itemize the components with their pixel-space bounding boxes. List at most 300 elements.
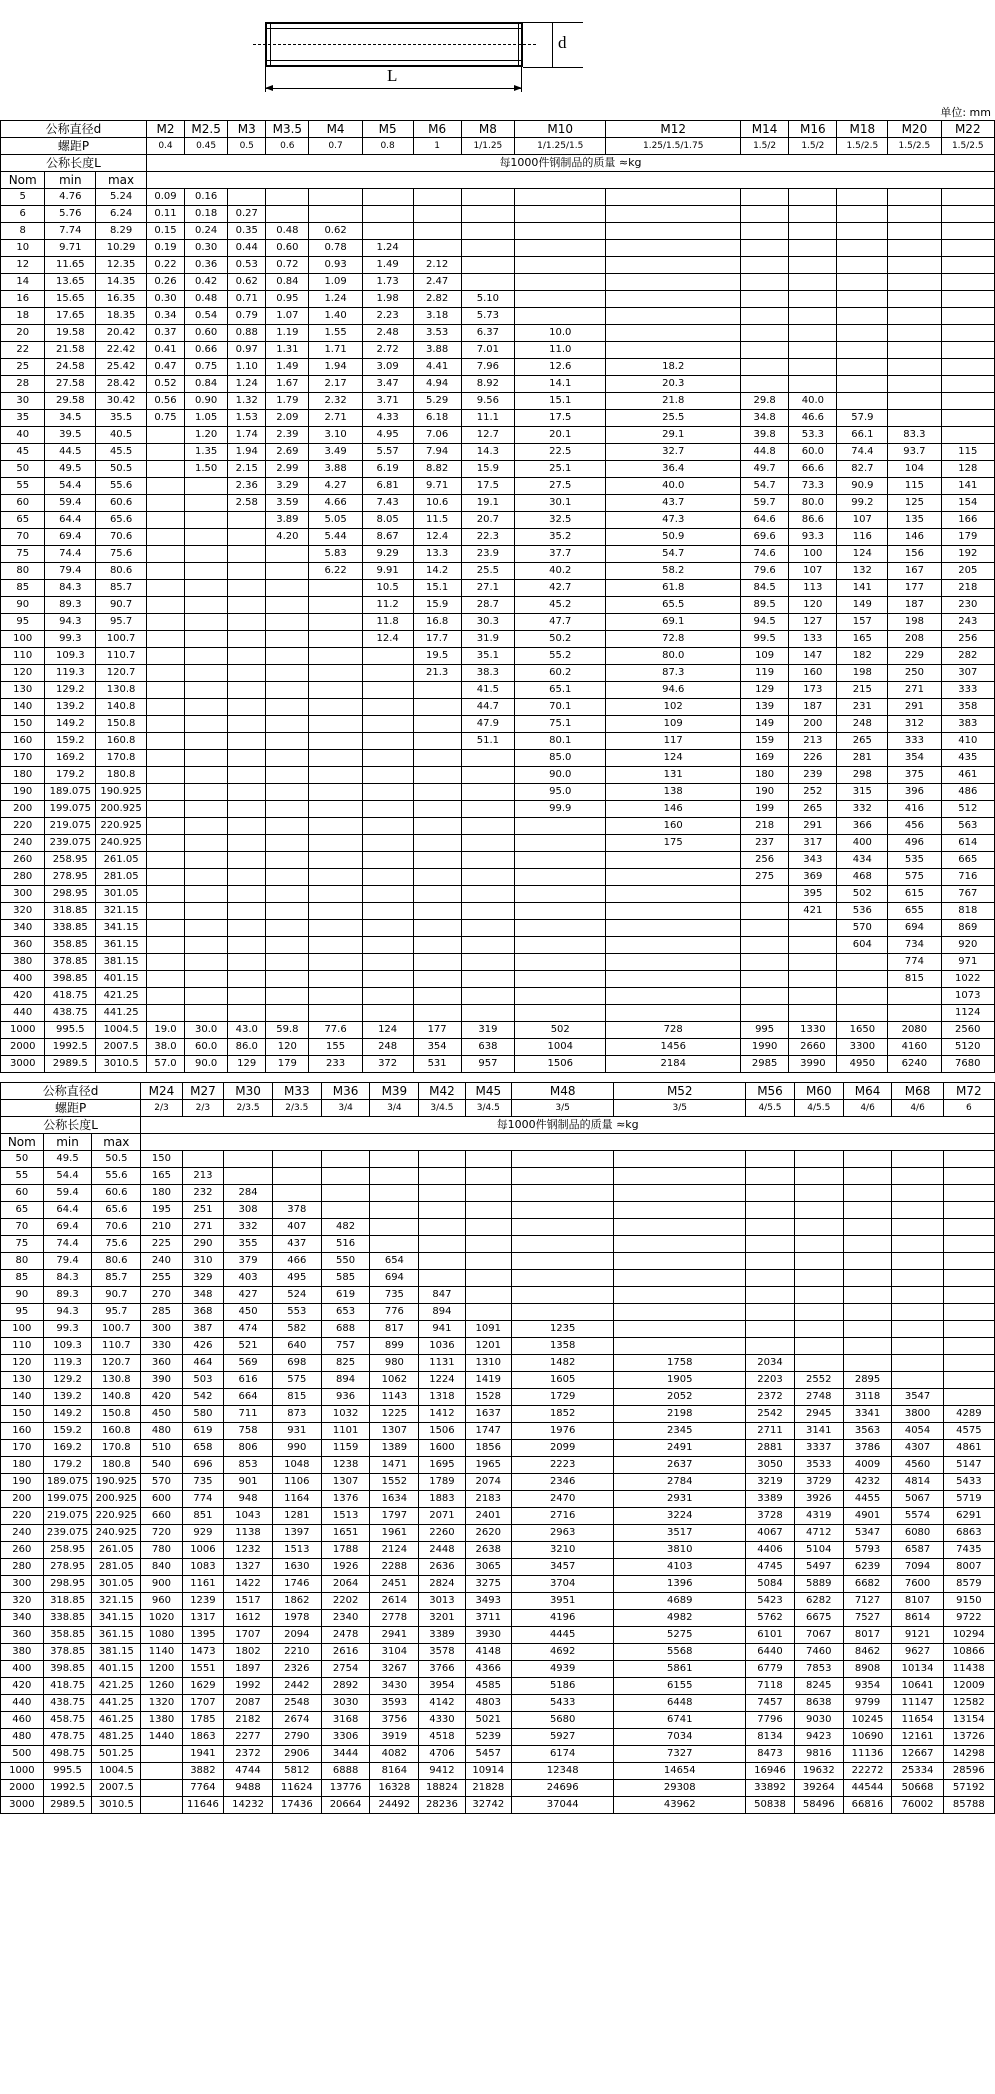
mass-cell: 6863 [943, 1525, 994, 1542]
diameter-header-m14: M14 [741, 121, 789, 138]
mass-cell: 169 [741, 750, 789, 767]
mass-cell-empty [606, 291, 741, 308]
mass-cell: 0.15 [146, 223, 184, 240]
mass-cell: 619 [321, 1287, 370, 1304]
length-min: 398.85 [43, 1661, 92, 1678]
table-row [1, 971, 995, 988]
mass-cell-empty [606, 1005, 741, 1022]
mass-cell: 107 [789, 563, 837, 580]
mass-cell: 474 [224, 1321, 273, 1338]
length-nom: 22 [1, 342, 45, 359]
mass-cell: 1.35 [185, 444, 228, 461]
mass-cell-empty [837, 342, 888, 359]
mass-cell: 1330 [789, 1022, 837, 1039]
length-nom: 90 [1, 597, 45, 614]
length-min: 338.85 [45, 920, 96, 937]
mass-cell-empty [185, 699, 228, 716]
mass-cell-empty [146, 580, 184, 597]
mass-cell-empty [266, 971, 309, 988]
mass-cell: 19.5 [413, 648, 461, 665]
mass-cell-empty [228, 818, 266, 835]
mass-cell-empty [146, 512, 184, 529]
mass-cell-empty [888, 308, 941, 325]
mass-cell: 177 [888, 580, 941, 597]
mass-cell: 6888 [321, 1763, 370, 1780]
diameter-header-m68: M68 [892, 1083, 943, 1100]
mass-cell: 141 [837, 580, 888, 597]
mass-cell-empty [461, 206, 514, 223]
mass-cell: 1318 [419, 1389, 465, 1406]
mass-cell: 1239 [182, 1593, 223, 1610]
mass-cell-empty [892, 1270, 943, 1287]
mass-cell: 7.96 [461, 359, 514, 376]
mass-cell-empty [606, 937, 741, 954]
mass-cell: 1.24 [309, 291, 362, 308]
length-min: 318.85 [45, 903, 96, 920]
mass-cell: 7034 [614, 1729, 746, 1746]
mass-cell-empty [465, 1253, 511, 1270]
mass-cell-empty [228, 920, 266, 937]
mass-cell-empty [362, 971, 413, 988]
mass-cell: 124 [837, 546, 888, 563]
mass-cell-empty [789, 240, 837, 257]
length-min: 89.3 [43, 1287, 92, 1304]
mass-cell-empty [606, 903, 741, 920]
mass-cell-empty [146, 529, 184, 546]
mass-cell: 198 [837, 665, 888, 682]
length-max: 85.7 [92, 1270, 141, 1287]
mass-cell: 5.10 [461, 291, 514, 308]
mass-cell: 150 [141, 1151, 182, 1168]
mass-cell: 9.29 [362, 546, 413, 563]
mass-cell: 1978 [272, 1610, 321, 1627]
mass-cell: 7118 [746, 1678, 795, 1695]
diameter-header-m16: M16 [789, 121, 837, 138]
mass-cell: 2372 [746, 1389, 795, 1406]
mass-cell-empty [943, 1372, 994, 1389]
mass-cell: 2716 [511, 1508, 613, 1525]
mass-cell-empty [837, 257, 888, 274]
mass-cell-empty [185, 801, 228, 818]
mass-cell: 616 [224, 1372, 273, 1389]
diameter-header-m60: M60 [794, 1083, 843, 1100]
length-max: 65.6 [96, 512, 147, 529]
mass-cell-empty [794, 1338, 843, 1355]
mass-cell-empty [614, 1270, 746, 1287]
length-min: 318.85 [43, 1593, 92, 1610]
mass-cell-empty [888, 393, 941, 410]
length-nom: 340 [1, 1610, 44, 1627]
mass-cell-empty [515, 903, 606, 920]
mass-cell: 1926 [321, 1559, 370, 1576]
mass-cell: 5239 [465, 1729, 511, 1746]
table-row [1, 784, 995, 801]
mass-cell-empty [362, 920, 413, 937]
mass-cell-empty [515, 835, 606, 852]
mass-cell: 1159 [321, 1440, 370, 1457]
mass-cell-empty [321, 1151, 370, 1168]
mass-cell: 2560 [941, 1022, 994, 1039]
mass-cell: 59.8 [266, 1022, 309, 1039]
mass-cell: 5.44 [309, 529, 362, 546]
mass-cell-empty [741, 954, 789, 971]
mass-cell: 920 [941, 937, 994, 954]
table-row [1, 359, 995, 376]
mass-cell: 569 [224, 1355, 273, 1372]
mass-cell: 89.5 [741, 597, 789, 614]
mass-cell-empty [794, 1253, 843, 1270]
mass-cell: 99.2 [837, 495, 888, 512]
mass-cell: 4196 [511, 1610, 613, 1627]
table-row [1, 835, 995, 852]
mass-cell-empty [228, 750, 266, 767]
mass-cell: 119 [741, 665, 789, 682]
length-max: 10.29 [96, 240, 147, 257]
mass-cell: 5433 [511, 1695, 613, 1712]
mass-cell-empty [146, 546, 184, 563]
mass-cell-empty [228, 937, 266, 954]
mass-cell-empty [741, 206, 789, 223]
mass-cell: 461 [941, 767, 994, 784]
length-nom: 170 [1, 750, 45, 767]
length-min: 258.95 [43, 1542, 92, 1559]
mass-cell: 14654 [614, 1763, 746, 1780]
length-nom: 150 [1, 716, 45, 733]
mass-cell: 15.9 [461, 461, 514, 478]
mass-cell-empty [941, 240, 994, 257]
mass-cell: 2182 [224, 1712, 273, 1729]
mass-cell-empty [461, 223, 514, 240]
mass-cell: 43.0 [228, 1022, 266, 1039]
mass-cell-empty [419, 1253, 465, 1270]
mass-cell-empty [606, 206, 741, 223]
mass-cell: 6.18 [413, 410, 461, 427]
length-max: 441.25 [96, 1005, 147, 1022]
mass-cell: 146 [888, 529, 941, 546]
table-row [1, 546, 995, 563]
mass-cell: 524 [272, 1287, 321, 1304]
mass-cell: 815 [888, 971, 941, 988]
mass-cell: 80.1 [515, 733, 606, 750]
mass-cell: 149 [837, 597, 888, 614]
mass-cell-empty [741, 223, 789, 240]
mass-cell-empty [266, 886, 309, 903]
mass-cell: 3337 [794, 1440, 843, 1457]
mass-cell: 3704 [511, 1576, 613, 1593]
mass-cell-empty [789, 308, 837, 325]
mass-cell: 5927 [511, 1729, 613, 1746]
diameter-header-m64: M64 [843, 1083, 892, 1100]
mass-cell-empty [943, 1168, 994, 1185]
mass-cell: 6239 [843, 1559, 892, 1576]
table-row [1, 393, 995, 410]
mass-cell-empty [461, 750, 514, 767]
table-row [1, 1780, 995, 1797]
mass-cell: 226 [789, 750, 837, 767]
mass-cell: 5.29 [413, 393, 461, 410]
mass-cell-empty [789, 274, 837, 291]
mass-cell: 65.5 [606, 597, 741, 614]
length-min: 99.3 [45, 631, 96, 648]
mass-cell: 1395 [182, 1627, 223, 1644]
mass-cell: 2941 [370, 1627, 419, 1644]
mass-cell: 570 [141, 1474, 182, 1491]
mass-cell: 2637 [614, 1457, 746, 1474]
mass-cell: 2345 [614, 1423, 746, 1440]
mass-cell: 901 [224, 1474, 273, 1491]
unit-note: 单位: mm [940, 106, 991, 119]
pitch-value: 1/1.25 [461, 138, 514, 155]
mass-cell: 3.18 [413, 308, 461, 325]
table-row [1, 1542, 995, 1559]
length-max: 381.15 [96, 954, 147, 971]
mass-cell: 1797 [370, 1508, 419, 1525]
mass-cell: 2080 [888, 1022, 941, 1039]
mass-cell: 348 [182, 1287, 223, 1304]
length-nom: 280 [1, 869, 45, 886]
mass-cell-empty [419, 1270, 465, 1287]
mass-cell: 38.3 [461, 665, 514, 682]
mass-cell: 869 [941, 920, 994, 937]
mass-cell-empty [461, 801, 514, 818]
mass-cell-empty [892, 1202, 943, 1219]
length-min: 129.2 [45, 682, 96, 699]
mass-cell-empty [515, 274, 606, 291]
mass-cell: 421 [789, 903, 837, 920]
mass-cell: 19632 [794, 1763, 843, 1780]
table-row [1, 852, 995, 869]
mass-cell-empty [362, 189, 413, 206]
length-min: 149.2 [43, 1406, 92, 1423]
table-row [1, 954, 995, 971]
mass-cell: 1164 [272, 1491, 321, 1508]
mass-cell-empty [746, 1151, 795, 1168]
mass-cell-empty [362, 903, 413, 920]
mass-cell-empty [515, 886, 606, 903]
mass-cell: 4744 [224, 1763, 273, 1780]
mass-cell: 1612 [224, 1610, 273, 1627]
mass-cell: 19.0 [146, 1022, 184, 1039]
mass-cell: 0.84 [266, 274, 309, 291]
mass-cell: 82.7 [837, 461, 888, 478]
table-row [1, 1491, 995, 1508]
mass-cell-empty [606, 325, 741, 342]
mass-cell: 177 [413, 1022, 461, 1039]
mass-cell-empty [843, 1219, 892, 1236]
mass-cell: 282 [941, 648, 994, 665]
mass-cell-empty [746, 1168, 795, 1185]
mass-cell: 694 [370, 1270, 419, 1287]
mass-cell: 535 [888, 852, 941, 869]
diameter-label: d [558, 33, 567, 52]
mass-cell: 2881 [746, 1440, 795, 1457]
pitch-value: 1 [413, 138, 461, 155]
mass-cell: 5497 [794, 1559, 843, 1576]
length-nom: 40 [1, 427, 45, 444]
mass-cell: 1650 [837, 1022, 888, 1039]
mass-cell: 2183 [465, 1491, 511, 1508]
mass-cell: 2963 [511, 1525, 613, 1542]
mass-cell: 3.49 [309, 444, 362, 461]
mass-cell: 36.4 [606, 461, 741, 478]
mass-cell: 40.0 [789, 393, 837, 410]
mass-cell: 2.71 [309, 410, 362, 427]
length-nom: 55 [1, 1168, 44, 1185]
mass-cell: 2087 [224, 1695, 273, 1712]
mass-cell: 3882 [182, 1763, 223, 1780]
mass-cell-empty [266, 733, 309, 750]
length-nom: 60 [1, 1185, 44, 1202]
mass-cell-empty [943, 1355, 994, 1372]
mass-cell: 15.1 [413, 580, 461, 597]
mass-cell: 2931 [614, 1491, 746, 1508]
mass-cell-empty [741, 189, 789, 206]
length-min: 19.58 [45, 325, 96, 342]
mass-cell-empty [266, 988, 309, 1005]
length-max: 12.35 [96, 257, 147, 274]
mass-cell: 1020 [141, 1610, 182, 1627]
mass-cell: 1.55 [309, 325, 362, 342]
mass-cell: 0.24 [185, 223, 228, 240]
mass-cell-empty [943, 1253, 994, 1270]
mass-cell: 4366 [465, 1661, 511, 1678]
mass-cell-empty [461, 1005, 514, 1022]
length-min: 39.5 [45, 427, 96, 444]
mass-cell-empty [413, 240, 461, 257]
mass-cell-empty [746, 1236, 795, 1253]
length-nom: 50 [1, 1151, 44, 1168]
length-min: 21.58 [45, 342, 96, 359]
mass-cell: 31.9 [461, 631, 514, 648]
mass-cell-empty [413, 886, 461, 903]
table1-head [1, 121, 995, 189]
table-row [1, 274, 995, 291]
mass-cell-empty [741, 971, 789, 988]
mass-cell-empty [146, 767, 184, 784]
mass-cell: 2223 [511, 1457, 613, 1474]
length-min: 2989.5 [45, 1056, 96, 1073]
mass-cell: 45.2 [515, 597, 606, 614]
length-min: 64.4 [45, 512, 96, 529]
mass-cell: 5.05 [309, 512, 362, 529]
mass-cell-empty [362, 750, 413, 767]
mass-cell: 44544 [843, 1780, 892, 1797]
length-min: 15.65 [45, 291, 96, 308]
mass-cell: 38.0 [146, 1039, 184, 1056]
mass-cell: 87.3 [606, 665, 741, 682]
mass-cell: 37044 [511, 1797, 613, 1814]
mass-cell: 3210 [511, 1542, 613, 1559]
pitch-value: 1.25/1.5/1.75 [606, 138, 741, 155]
mass-cell: 9423 [794, 1729, 843, 1746]
mass-cell-empty [892, 1321, 943, 1338]
mass-cell: 32.7 [606, 444, 741, 461]
mass-cell-empty [362, 886, 413, 903]
mass-cell-empty [228, 869, 266, 886]
length-min: 159.2 [43, 1423, 92, 1440]
mass-cell-empty [413, 733, 461, 750]
mass-cell: 375 [888, 767, 941, 784]
col-header-min: min [45, 172, 96, 189]
length-min: 11.65 [45, 257, 96, 274]
table-row [1, 1321, 995, 1338]
mass-cell: 5104 [794, 1542, 843, 1559]
mass-cell: 2985 [741, 1056, 789, 1073]
mass-cell: 0.09 [146, 189, 184, 206]
mass-cell: 466 [272, 1253, 321, 1270]
mass-cell: 2.58 [228, 495, 266, 512]
pitch-value: 2/3.5 [272, 1100, 321, 1117]
mass-cell: 310 [182, 1253, 223, 1270]
length-nom: 160 [1, 1423, 44, 1440]
mass-cell: 4319 [794, 1508, 843, 1525]
mass-cell: 3300 [837, 1039, 888, 1056]
mass-cell-empty [741, 1005, 789, 1022]
pitch-value: 0.4 [146, 138, 184, 155]
mass-cell: 1200 [141, 1661, 182, 1678]
length-nom: 35 [1, 410, 45, 427]
mass-cell: 51.1 [461, 733, 514, 750]
mass-cell-empty [941, 359, 994, 376]
mass-cell: 115 [941, 444, 994, 461]
table-row [1, 1022, 995, 1039]
mass-cell: 4901 [843, 1508, 892, 1525]
length-min: 378.85 [45, 954, 96, 971]
mass-cell-empty [741, 988, 789, 1005]
mass-cell-empty [794, 1168, 843, 1185]
mass-cell: 0.90 [185, 393, 228, 410]
mass-cell: 0.56 [146, 393, 184, 410]
table-row [1, 1576, 995, 1593]
mass-cell: 1201 [465, 1338, 511, 1355]
length-nom: 200 [1, 801, 45, 818]
mass-cell: 2210 [272, 1644, 321, 1661]
mass-cell: 2790 [272, 1729, 321, 1746]
mass-cell-empty [228, 971, 266, 988]
mass-cell: 3926 [794, 1491, 843, 1508]
mass-cell: 1396 [614, 1576, 746, 1593]
mass-cell: 117 [606, 733, 741, 750]
length-max: 361.15 [92, 1627, 141, 1644]
pitch-value: 1.5/2.5 [941, 138, 994, 155]
mass-cell: 6.37 [461, 325, 514, 342]
pitch-value: 2/3 [141, 1100, 182, 1117]
mass-cell: 563 [941, 818, 994, 835]
mass-cell: 9354 [843, 1678, 892, 1695]
length-max: 35.5 [96, 410, 147, 427]
mass-cell: 4585 [465, 1678, 511, 1695]
mass-cell: 15.9 [413, 597, 461, 614]
mass-cell: 360 [141, 1355, 182, 1372]
mass-cell: 10.5 [362, 580, 413, 597]
mass-cell-empty [614, 1287, 746, 1304]
mass-cell: 160 [789, 665, 837, 682]
mass-cell: 50838 [746, 1797, 795, 1814]
mass-cell-empty [266, 546, 309, 563]
mass-cell: 4148 [465, 1644, 511, 1661]
mass-cell: 1600 [419, 1440, 465, 1457]
table-row [1, 1389, 995, 1406]
mass-cell-empty [511, 1168, 613, 1185]
length-nom: 100 [1, 1321, 44, 1338]
mass-cell-empty [941, 308, 994, 325]
length-nom: 170 [1, 1440, 44, 1457]
mass-cell: 1032 [321, 1406, 370, 1423]
mass-cell: 1552 [370, 1474, 419, 1491]
mass-cell-empty [309, 869, 362, 886]
mass-cell: 0.93 [309, 257, 362, 274]
mass-cell: 179 [941, 529, 994, 546]
